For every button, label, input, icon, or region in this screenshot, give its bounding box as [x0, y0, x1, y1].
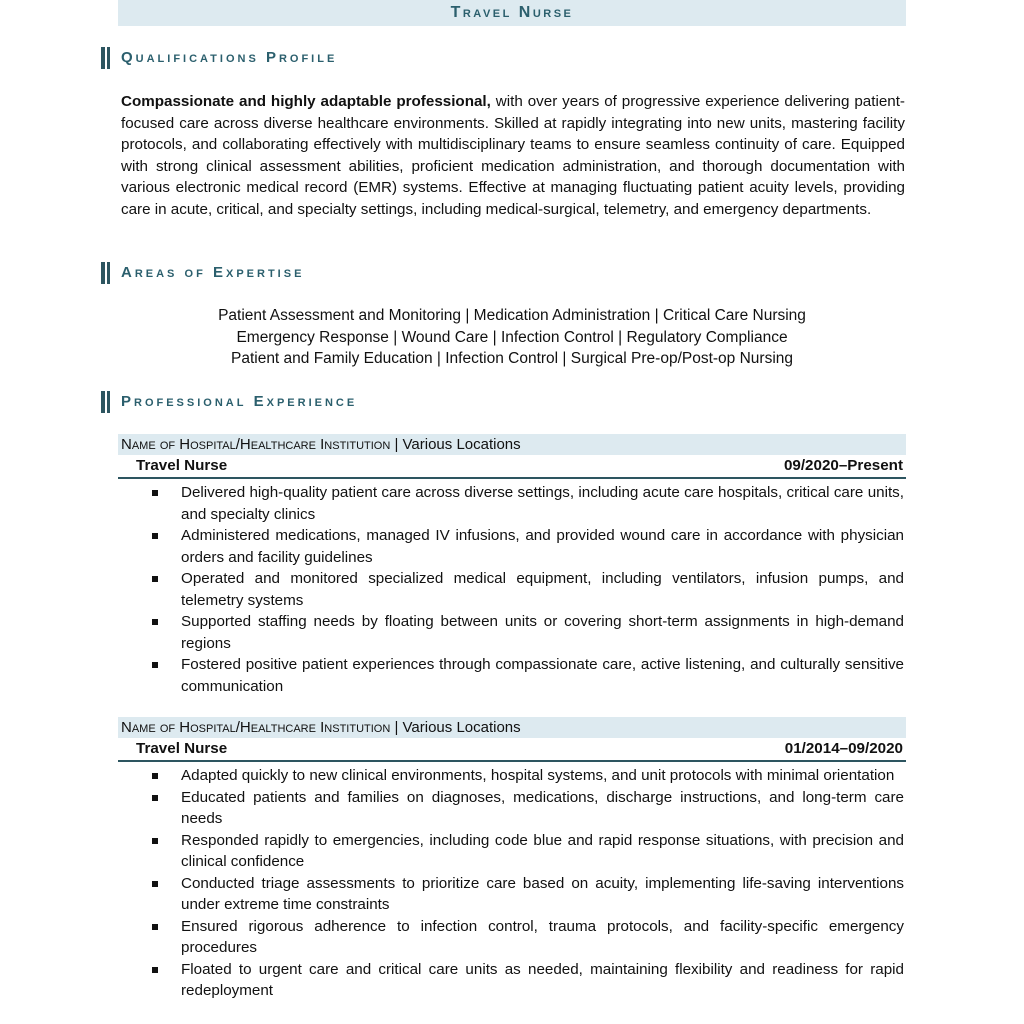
bullet-item: Adapted quickly to new clinical environments, hospital systems, and unit protocols with minimal orientation: [118, 765, 904, 787]
bullet-item: Responded rapidly to emergencies, including code blue and rapid response situations, with precision and clinical confidence: [118, 830, 904, 873]
bullet-item: Ensured rigorous adherence to infection control, trauma protocols, and facility-specific emergency procedures: [118, 916, 904, 959]
resume-title: Travel Nurse: [450, 4, 574, 21]
employer-location: | Various Locations: [390, 436, 521, 453]
role-line: [118, 455, 906, 479]
job-bullets: [118, 482, 904, 697]
section-accent-bar: [107, 47, 110, 69]
expertise-line: Patient and Family Education | Infection Control | Surgical Pre-op/Post-op Nursing: [230, 350, 794, 367]
expertise-list: [118, 305, 906, 370]
section-title: Areas of Expertise: [121, 264, 305, 281]
bullet-item: Fostered positive patient experiences through compassionate care, active listening, and culturally sensitive communication: [118, 654, 904, 697]
job-title: Travel Nurse: [136, 740, 228, 757]
bullet-item: Supported staffing needs by floating between units or covering short-term assignments in high-demand regions: [118, 611, 904, 654]
section-accent-bar: [101, 262, 105, 284]
bullet-item: Conducted triage assessments to prioritize care based on acuity, implementing life-saving interventions under extreme time constraints: [118, 873, 904, 916]
profile-lead: Compassionate and highly adaptable professional,: [121, 93, 491, 110]
bullet-item: Delivered high-quality patient care across diverse settings, including acute care hospitals, critical care units, and specialty clinics: [118, 482, 904, 525]
role-line: [118, 738, 906, 762]
employer-bar: [118, 434, 906, 455]
employer-bar: [118, 717, 906, 738]
job-dates: 09/2020–Present: [783, 457, 903, 474]
expertise-line: Patient Assessment and Monitoring | Medication Administration | Critical Care Nursing: [218, 307, 806, 324]
profile-body: with over years of progressive experience delivering patient-focused care across diverse healthcare environments. Skilled at rapidly integrating into new units, mastering facility protocols, and collaborating effectively with multidisciplinary teams to ensure seamless continuity of care. Equipped with strong clinical assessment abilities, proficient medication administration, and thorough documentation with various electronic medical record (EMR) systems. Effective at managing fluctuating patient acuity levels, providing care in acute, critical, and specialty settings, including medical-surgical, telemetry, and emergency departments.: [121, 93, 905, 218]
employer-location: | Various Locations: [390, 719, 521, 736]
bullet-item: Administered medications, managed IV infusions, and provided wound care in accordance with physician orders and facility guidelines: [118, 525, 904, 568]
job-bullets: [118, 765, 904, 1002]
resume-title-bar: [118, 0, 906, 26]
section-accent-bar: [101, 391, 105, 413]
bullet-item: Floated to urgent care and critical care units as needed, maintaining flexibility and readiness for rapid redeployment: [118, 959, 904, 1002]
section-accent-bar: [107, 391, 110, 413]
bullet-item: Operated and monitored specialized medical equipment, including ventilators, infusion pumps, and telemetry systems: [118, 568, 904, 611]
qualifications-profile-text: [121, 91, 905, 220]
employer-name: Name of Hospital/Healthcare Institution: [121, 436, 391, 453]
expertise-line: Emergency Response | Wound Care | Infection Control | Regulatory Compliance: [236, 328, 788, 346]
job-dates: 01/2014–09/2020: [784, 740, 903, 757]
section-title: Professional Experience: [121, 393, 358, 410]
bullet-item: Educated patients and families on diagnoses, medications, discharge instructions, and long-term care needs: [118, 787, 904, 830]
section-accent-bar: [107, 262, 110, 284]
employer-name: Name of Hospital/Healthcare Institution: [121, 719, 391, 736]
section-accent-bar: [101, 47, 105, 69]
section-title: Qualifications Profile: [121, 49, 338, 66]
job-title: Travel Nurse: [136, 457, 228, 474]
